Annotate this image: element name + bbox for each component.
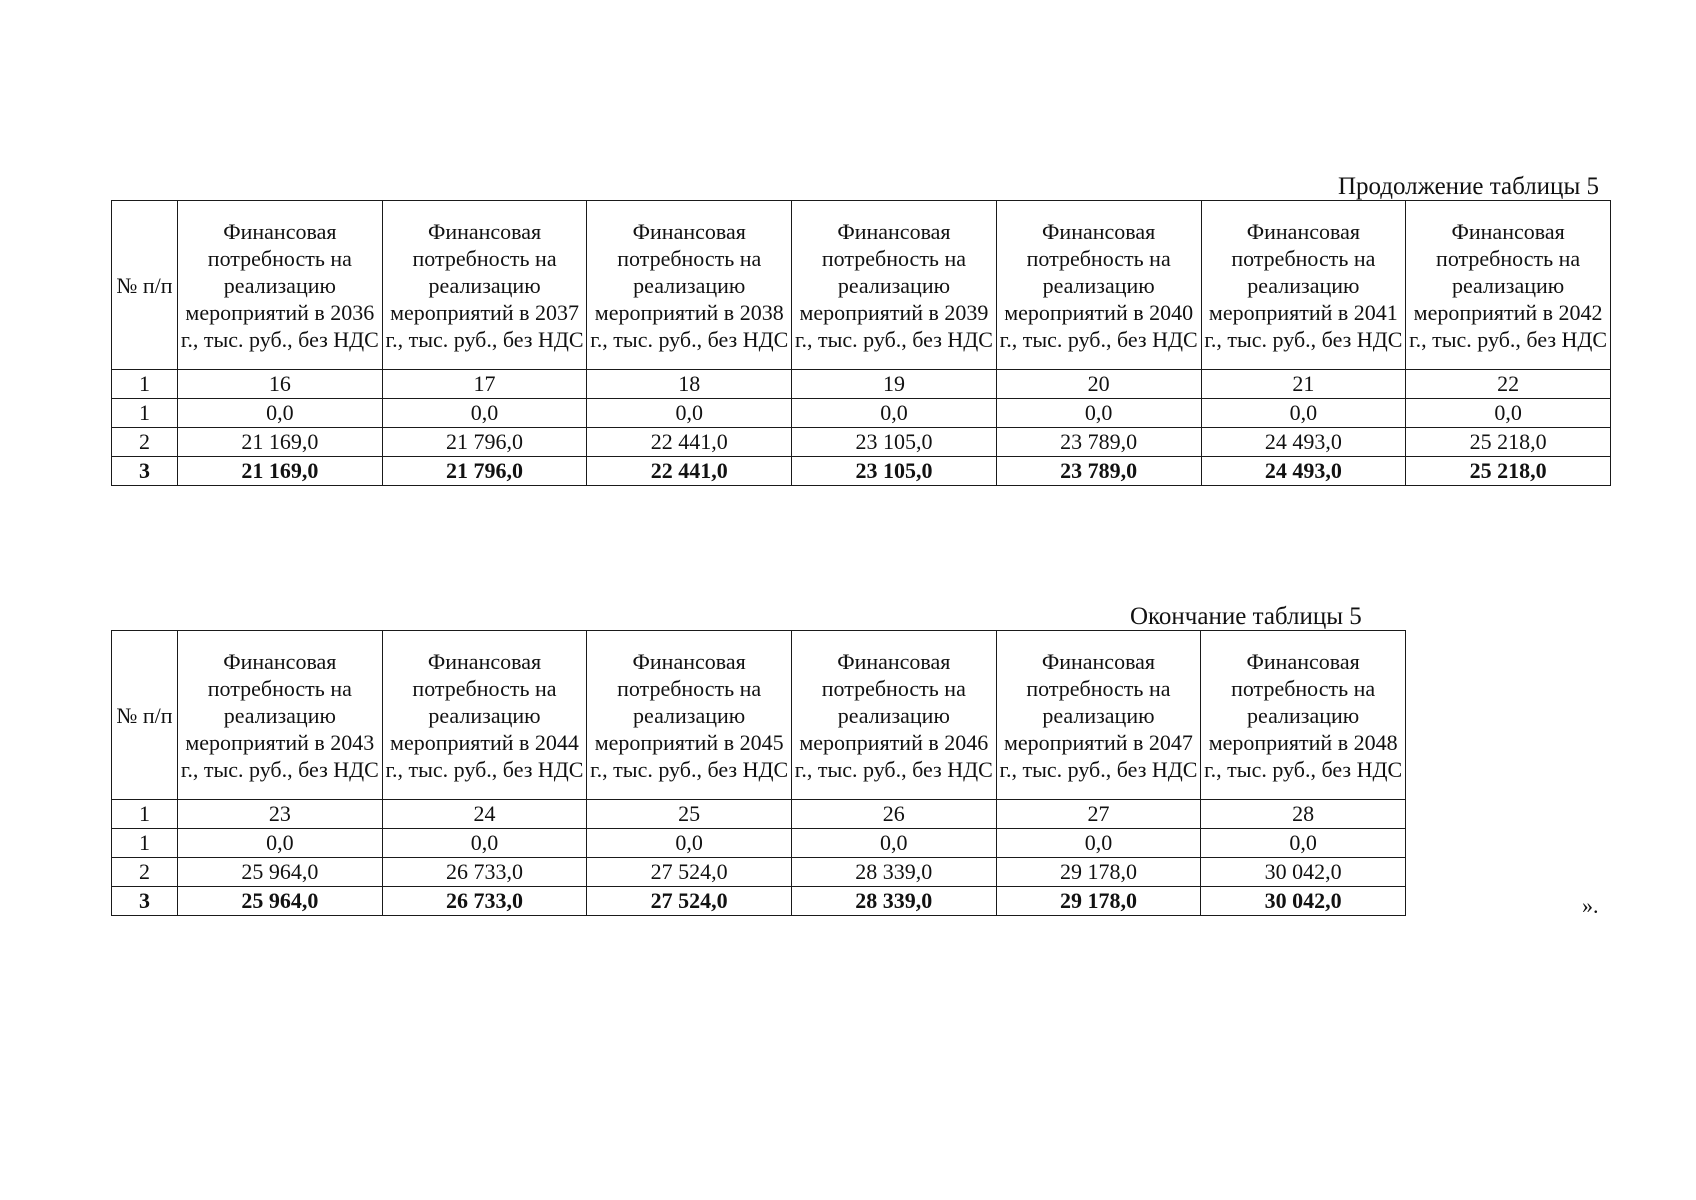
table-cell: 23 789,0 xyxy=(996,457,1201,486)
table-header-row xyxy=(112,201,1611,370)
table-cell: 2 xyxy=(112,428,178,457)
table-cell: 23 xyxy=(178,800,383,829)
table-cell: 25 xyxy=(587,800,792,829)
table-row xyxy=(112,800,1406,829)
table-row xyxy=(112,399,1611,428)
table-cell: 29 178,0 xyxy=(996,887,1201,916)
table-row-total xyxy=(112,887,1406,916)
table-header-row xyxy=(112,631,1406,800)
table-cell: 25 218,0 xyxy=(1406,457,1611,486)
closing-quote-mark: ». xyxy=(1582,893,1599,918)
table-cell: 25 964,0 xyxy=(178,858,383,887)
table-cell: 24 493,0 xyxy=(1201,428,1406,457)
table-cell: 29 178,0 xyxy=(996,858,1201,887)
table-cell: 23 105,0 xyxy=(792,457,997,486)
table-cell: 24 493,0 xyxy=(1201,457,1406,486)
table-row-total xyxy=(112,457,1611,486)
table-cell: 22 441,0 xyxy=(587,428,792,457)
table-cell: 3 xyxy=(112,887,178,916)
header-cell: Финансовая потребность на реализацию мероприятий в 2037 г., тыс. руб., без НДС xyxy=(382,201,587,370)
table-row xyxy=(112,858,1406,887)
table-cell: 17 xyxy=(382,370,587,399)
table-cell: 0,0 xyxy=(996,829,1201,858)
header-cell: Финансовая потребность на реализацию мероприятий в 2041 г., тыс. руб., без НДС xyxy=(1201,201,1406,370)
table-cell: 0,0 xyxy=(587,399,792,428)
table-cell: 0,0 xyxy=(1406,399,1611,428)
header-cell: Финансовая потребность на реализацию мероприятий в 2047 г., тыс. руб., без НДС xyxy=(996,631,1201,800)
table-cell: 0,0 xyxy=(1201,829,1406,858)
table-cell: 27 xyxy=(996,800,1201,829)
table-cell: 22 xyxy=(1406,370,1611,399)
header-cell: Финансовая потребность на реализацию мероприятий в 2039 г., тыс. руб., без НДС xyxy=(792,201,997,370)
table-cell: 30 042,0 xyxy=(1201,887,1406,916)
table-cell: 0,0 xyxy=(587,829,792,858)
header-cell: Финансовая потребность на реализацию мероприятий в 2043 г., тыс. руб., без НДС xyxy=(178,631,383,800)
table-cell: 0,0 xyxy=(382,399,587,428)
header-cell: Финансовая потребность на реализацию мероприятий в 2040 г., тыс. руб., без НДС xyxy=(996,201,1201,370)
table-row xyxy=(112,370,1611,399)
table-caption-continuation: Продолжение таблицы 5 xyxy=(1337,173,1599,200)
table-cell: 21 xyxy=(1201,370,1406,399)
table-cell: 22 441,0 xyxy=(587,457,792,486)
header-cell: Финансовая потребность на реализацию мероприятий в 2038 г., тыс. руб., без НДС xyxy=(587,201,792,370)
table-cell: 16 xyxy=(178,370,383,399)
table-cell: 0,0 xyxy=(792,399,997,428)
header-cell: Финансовая потребность на реализацию мероприятий в 2048 г., тыс. руб., без НДС xyxy=(1201,631,1406,800)
table-row xyxy=(112,428,1611,457)
table-cell: 26 733,0 xyxy=(382,858,587,887)
table-cell: 3 xyxy=(112,457,178,486)
table-cell: 18 xyxy=(587,370,792,399)
table-cell: 1 xyxy=(112,370,178,399)
table-cell: 21 796,0 xyxy=(382,457,587,486)
financial-needs-table-ending xyxy=(111,630,1406,916)
table-cell: 1 xyxy=(112,829,178,858)
table-cell: 28 339,0 xyxy=(791,858,996,887)
table-cell: 24 xyxy=(382,800,587,829)
header-cell: № п/п xyxy=(112,631,178,800)
table-row xyxy=(112,829,1406,858)
header-cell: Финансовая потребность на реализацию мероприятий в 2045 г., тыс. руб., без НДС xyxy=(587,631,792,800)
table-cell: 28 xyxy=(1201,800,1406,829)
table-cell: 21 169,0 xyxy=(178,457,383,486)
header-cell: Финансовая потребность на реализацию мероприятий в 2042 г., тыс. руб., без НДС xyxy=(1406,201,1611,370)
table-cell: 23 105,0 xyxy=(792,428,997,457)
table-cell: 20 xyxy=(996,370,1201,399)
table-cell: 1 xyxy=(112,800,178,829)
table-cell: 0,0 xyxy=(178,399,383,428)
header-cell: № п/п xyxy=(112,201,178,370)
table-cell: 27 524,0 xyxy=(587,858,792,887)
table-cell: 0,0 xyxy=(1201,399,1406,428)
table-cell: 23 789,0 xyxy=(996,428,1201,457)
header-cell: Финансовая потребность на реализацию мероприятий в 2036 г., тыс. руб., без НДС xyxy=(178,201,383,370)
table-cell: 26 xyxy=(791,800,996,829)
table-cell: 0,0 xyxy=(178,829,383,858)
table-cell: 1 xyxy=(112,399,178,428)
table-cell: 0,0 xyxy=(382,829,587,858)
table-cell: 30 042,0 xyxy=(1201,858,1406,887)
table-caption-ending: Окончание таблицы 5 xyxy=(1130,603,1362,630)
table-cell: 2 xyxy=(112,858,178,887)
table-cell: 21 796,0 xyxy=(382,428,587,457)
table-cell: 25 218,0 xyxy=(1406,428,1611,457)
header-cell: Финансовая потребность на реализацию мероприятий в 2044 г., тыс. руб., без НДС xyxy=(382,631,587,800)
table-cell: 0,0 xyxy=(791,829,996,858)
header-cell: Финансовая потребность на реализацию мероприятий в 2046 г., тыс. руб., без НДС xyxy=(791,631,996,800)
table-cell: 0,0 xyxy=(996,399,1201,428)
table-cell: 25 964,0 xyxy=(178,887,383,916)
table-cell: 21 169,0 xyxy=(178,428,383,457)
table-cell: 27 524,0 xyxy=(587,887,792,916)
table-cell: 19 xyxy=(792,370,997,399)
table-cell: 28 339,0 xyxy=(791,887,996,916)
financial-needs-table-continuation xyxy=(111,200,1611,486)
table-cell: 26 733,0 xyxy=(382,887,587,916)
